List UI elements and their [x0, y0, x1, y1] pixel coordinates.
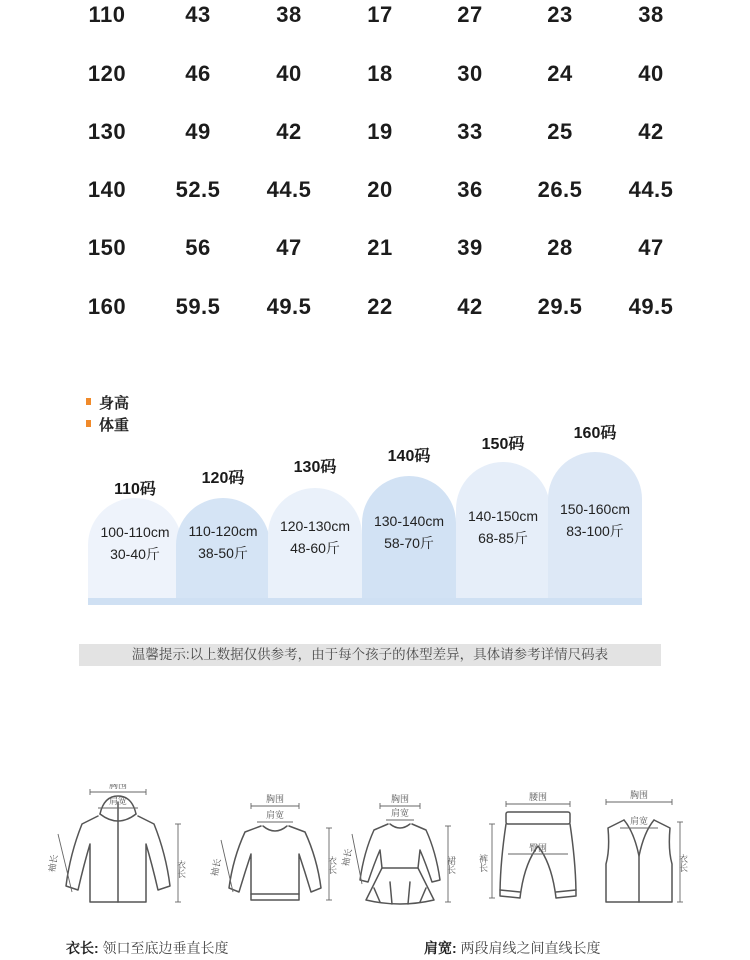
hip-label: 臀围 — [528, 844, 548, 854]
measurement-cell: 49 — [185, 119, 211, 144]
height-range: 130-140cm — [373, 513, 445, 529]
measurement-cell: 40 — [638, 61, 664, 86]
shoulder-label: 肩宽 — [629, 817, 649, 827]
measurement-cell: 21 — [367, 235, 393, 260]
weight-range: 48-60斤 — [290, 540, 340, 556]
dress-diagram — [330, 784, 470, 914]
height-range: 150-160cm — [559, 501, 631, 517]
size-cell: 130 — [87, 119, 127, 144]
measurement-cell: 29.5 — [537, 294, 583, 319]
waist-label: 腰围 — [528, 793, 548, 803]
measurement-cell: 59.5 — [175, 294, 221, 319]
measurement-cell: 47 — [638, 235, 664, 260]
sweater-icon — [205, 784, 345, 914]
weight-range: 58-70斤 — [384, 535, 434, 551]
measurement-cell: 26.5 — [537, 177, 583, 202]
table-row — [62, 294, 722, 334]
measurement-cell: 44.5 — [628, 177, 674, 202]
shoulder-note: 肩宽: 两段肩线之间直线长度 — [424, 940, 601, 956]
size-cell: 150 — [87, 235, 127, 260]
measurement-cell: 47 — [276, 235, 302, 260]
measurement-cell: 23 — [547, 2, 573, 27]
shoulder-label: 肩宽 — [390, 809, 410, 819]
hooded-jacket-icon — [48, 784, 188, 914]
length-label: 衣长 — [326, 856, 336, 874]
measurement-cell: 19 — [367, 119, 393, 144]
measurement-cell: 56 — [185, 235, 211, 260]
measurement-cell: 24 — [547, 61, 573, 86]
chest-label: 胸围 — [390, 795, 410, 805]
measurement-cell: 27 — [457, 2, 483, 27]
shoulder-label: 肩宽 — [265, 811, 285, 821]
orange-bullet-icon — [86, 398, 91, 405]
orange-bullet-icon — [86, 420, 91, 427]
measurement-cell: 20 — [367, 177, 393, 202]
sweater-diagram — [205, 784, 345, 914]
measurement-cell: 39 — [457, 235, 483, 260]
size-cell: 160 — [87, 294, 127, 319]
measurement-cell: 40 — [276, 61, 302, 86]
length-note: 衣长: 领口至底边垂直长度 — [66, 940, 229, 956]
measurement-cell: 18 — [367, 61, 393, 86]
weight-range: 68-85斤 — [478, 530, 528, 546]
measurement-cell: 38 — [638, 2, 664, 27]
measurement-cell: 36 — [457, 177, 483, 202]
dress-icon — [330, 784, 470, 914]
sleeve-label: 袖长 — [210, 857, 224, 878]
measurement-cell: 33 — [457, 119, 483, 144]
measurement-cell: 22 — [367, 294, 393, 319]
measurement-cell: 17 — [367, 2, 393, 27]
sleeve-label: 袖长 — [341, 847, 355, 868]
measurement-cell: 49.5 — [266, 294, 312, 319]
measurement-cell: 52.5 — [175, 177, 221, 202]
jacket-diagram — [48, 784, 188, 914]
table-row — [62, 235, 722, 275]
size-label: 160码 — [573, 425, 617, 442]
measurement-cell: 42 — [276, 119, 302, 144]
table-row — [62, 61, 722, 101]
tip-bar: 温馨提示:以上数据仅供参考，由于每个孩子的体型差异，具体请参考详情尺码表 — [79, 644, 661, 666]
measurement-cell: 42 — [638, 119, 664, 144]
measurement-cell: 49.5 — [628, 294, 674, 319]
vest-icon — [580, 784, 720, 914]
size-label: 110码 — [114, 481, 156, 498]
measurement-cell: 28 — [547, 235, 573, 260]
table-row — [62, 2, 722, 42]
length-label: 衣长 — [175, 860, 185, 878]
length-label: 衣长 — [677, 854, 687, 872]
table-row — [62, 119, 722, 159]
height-range: 140-150cm — [467, 508, 539, 524]
weight-range: 30-40斤 — [110, 546, 160, 562]
measurement-cell: 42 — [457, 294, 483, 319]
height-range: 100-110cm — [100, 524, 170, 540]
size-cell: 140 — [87, 177, 127, 202]
size-label: 120码 — [201, 470, 245, 487]
table-row — [62, 177, 722, 217]
chest-label: 胸围 — [108, 784, 128, 791]
pants-length-label: 裤长 — [477, 854, 487, 872]
weight-range: 38-50斤 — [198, 545, 248, 561]
skirt-length-label: 裙长 — [445, 856, 455, 874]
chest-label: 胸围 — [629, 791, 649, 801]
measurement-cell: 30 — [457, 61, 483, 86]
size-cell: 110 — [88, 2, 126, 27]
size-label: 150码 — [481, 436, 525, 453]
weight-range: 83-100斤 — [566, 523, 624, 539]
vest-diagram — [580, 784, 720, 914]
size-label: 140码 — [387, 448, 431, 465]
legend-height: 身高 — [86, 392, 129, 413]
measurement-cell: 38 — [276, 2, 302, 27]
height-range: 120-130cm — [279, 518, 351, 534]
measurement-cell: 46 — [185, 61, 211, 86]
measurement-cell: 44.5 — [266, 177, 312, 202]
measurement-cell: 25 — [547, 119, 573, 144]
height-range: 110-120cm — [188, 523, 258, 539]
chest-label: 胸围 — [265, 795, 285, 805]
sleeve-label: 袖长 — [48, 853, 61, 874]
measurement-cell: 43 — [185, 2, 211, 27]
legend-weight: 体重 — [86, 414, 129, 435]
size-cell: 120 — [87, 61, 127, 86]
shoulder-label: 肩宽 — [108, 797, 128, 807]
size-label: 130码 — [293, 459, 337, 476]
